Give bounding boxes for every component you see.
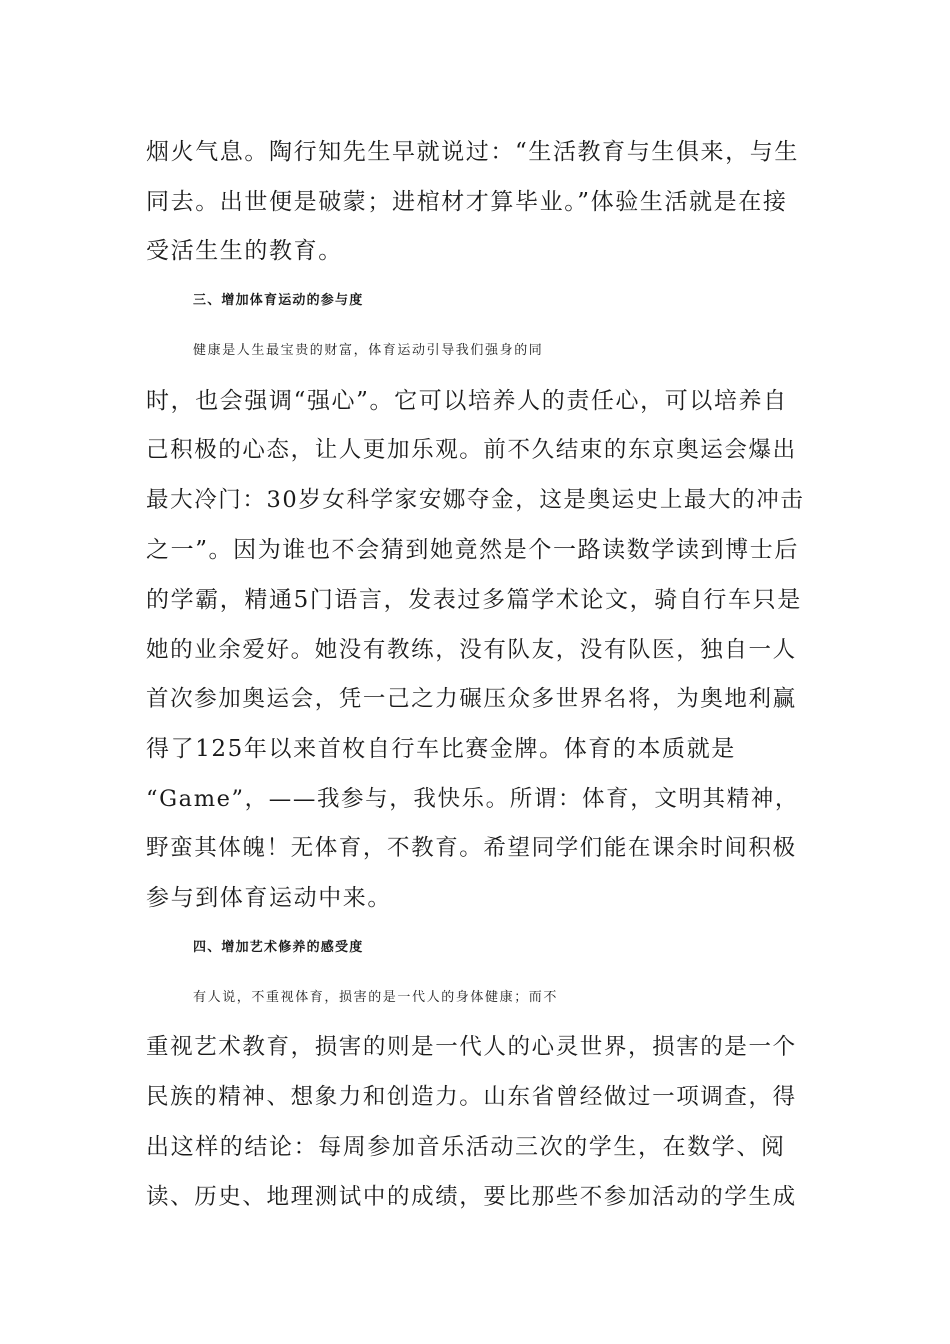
body-line: “Game”，——我参与，我快乐。所谓：体育，文明其精神， — [146, 786, 799, 812]
body-line: 首次参加奥运会，凭一己之力碾压众多世界名将，为奥地利赢 — [146, 686, 797, 712]
body-line: 民族的精神、想象力和创造力。山东省曾经做过一项调查，得 — [146, 1084, 797, 1110]
body-line: 的学霸，精通5门语言，发表过多篇学术论文，骑自行车只是 — [146, 587, 802, 613]
body-line: 得了125年以来首枚自行车比赛金牌。体育的本质就是 — [146, 736, 736, 762]
body-line: 读、历史、地理测试中的成绩，要比那些不参加活动的学生成 — [146, 1184, 797, 1210]
body-line: 己积极的心态，让人更加乐观。前不久结束的东京奥运会爆出 — [146, 437, 797, 463]
body-line: 烟火气息。陶行知先生早就说过：“生活教育与生俱来，与生 — [146, 139, 799, 165]
body-line: 最大冷门：30岁女科学家安娜夺金，这是奥运史上最大的冲击 — [146, 487, 805, 513]
body-line: 参与到体育运动中来。 — [146, 885, 392, 911]
body-line: 健康是人生最宝贵的财富，体育运动引导我们强身的同 — [193, 343, 544, 358]
body-line: 受活生生的教育。 — [146, 238, 343, 264]
body-line: 同去。出世便是破蒙；进棺材才算毕业。”体验生活就是在接 — [146, 189, 788, 215]
body-line: 重视艺术教育，损害的则是一代人的心灵世界，损害的是一个 — [146, 1034, 797, 1060]
body-line: 野蛮其体魄！无体育，不教育。希望同学们能在课余时间积极 — [146, 835, 797, 861]
body-line: 时，也会强调“强心”。它可以培养人的责任心，可以培养自 — [146, 388, 788, 414]
body-line: 她的业余爱好。她没有教练，没有队友，没有队医，独自一人 — [146, 637, 797, 663]
section-heading: 四、增加艺术修养的感受度 — [193, 940, 364, 955]
body-line: 出这样的结论：每周参加音乐活动三次的学生，在数学、阅 — [146, 1134, 786, 1160]
body-line: 有人说，不重视体育，损害的是一代人的身体健康；而不 — [193, 990, 559, 1005]
body-line: 之一”。因为谁也不会猜到她竟然是个一路读数学读到博士后 — [146, 537, 799, 563]
section-heading: 三、增加体育运动的参与度 — [193, 293, 364, 308]
